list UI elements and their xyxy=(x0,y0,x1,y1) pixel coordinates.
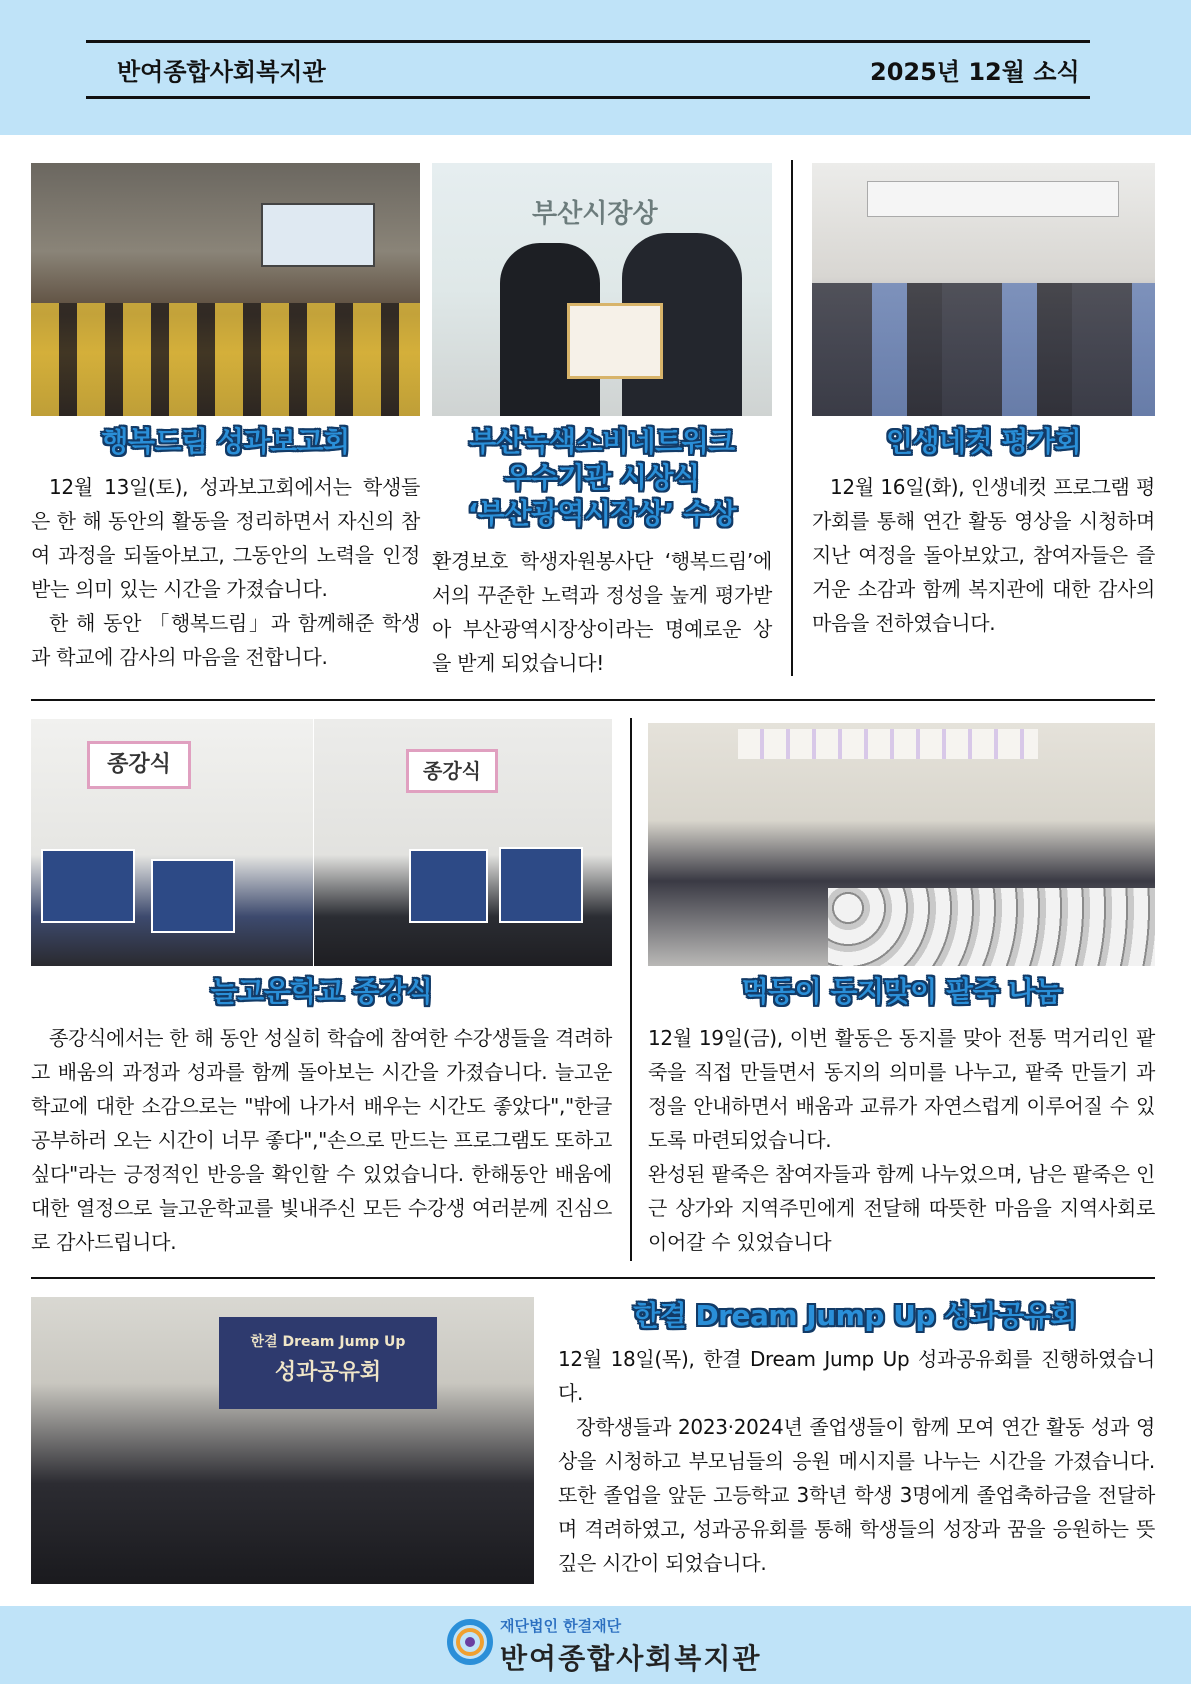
row-divider-2 xyxy=(31,1277,1155,1279)
paragraph: 장학생들과 2023·2024년 졸업생들이 함께 모여 연간 활동 성과 영상을 시청하고 부모님들의 응원 메시지를 나누는 시간을 가졌습니다. 또한 졸업을 앞둔 고등학교 3학년 학생 3명에게 졸업축하금을 전달하며 격려하였고, 성과공유회를 통해 학생들의 성장과 꿈을 응원하는 뜻깊은 시간이 되었습니다. xyxy=(558,1415,1155,1575)
foundation-logo-icon xyxy=(446,1618,494,1666)
footer-organization-name: 반여종합사회복지관 xyxy=(500,1642,762,1675)
event-banner xyxy=(219,1317,437,1409)
article-body-closing-ceremony xyxy=(31,1021,612,1259)
paragraph: 12월 18일(목), 한결 Dream Jump Up 성과공유회를 진행하였습니다. xyxy=(558,1347,1155,1405)
photo-closing-ceremony-right xyxy=(314,719,612,966)
row-divider-1 xyxy=(31,699,1155,701)
paragraph: 12월 19일(금), 이번 활동은 동지를 맞아 전통 먹거리인 팥죽을 직접 만들면서 동지의 의미를 나누고, 팥죽 만들기 과정을 안내하면서 배움과 교류가 자연스럽게 이루어질 수 있도록 마련되었습니다. xyxy=(648,1026,1155,1152)
certificate-folder xyxy=(41,849,135,923)
photo-dream-jump-up xyxy=(31,1297,534,1584)
bunting-banner xyxy=(738,729,1038,759)
students-group xyxy=(31,303,420,416)
photo-red-bean-porridge xyxy=(648,723,1155,966)
article-title-life-four-cuts: 인생네컷 평가회 xyxy=(885,425,1082,458)
paragraph: 완성된 팥죽은 참여자들과 함께 나누었으며, 남은 팥죽은 인근 상가와 지역주민에게 전달해 따뜻한 마음을 지역사회로 이어갈 수 있었습니다 xyxy=(648,1162,1155,1254)
article-body-award xyxy=(432,544,772,680)
photo-life-four-cuts xyxy=(812,163,1155,416)
paragraph: 12월 13일(토), 성과보고회에서는 학생들은 한 해 동안의 활동을 정리하면서 자신의 참여 과정을 되돌아보고, 그동안의 노력을 인정받는 의미 있는 시간을 가졌습니다. xyxy=(31,475,420,601)
closing-sign: 종강식 xyxy=(87,741,191,789)
article-title-red-bean-porridge: 먹동이 동지맞이 팥죽 나눔 xyxy=(741,975,1062,1008)
photo-closing-ceremony-left xyxy=(31,719,313,966)
paragraph: 환경보호 학생자원봉사단 ‘행복드림’에서의 꾸준한 노력과 정성을 높게 평가받아 부산광역시장상이라는 명예로운 상을 받게 되었습니다! xyxy=(432,549,772,675)
award-banner-text: 부산시장상 xyxy=(532,199,658,229)
projector-screen xyxy=(261,203,375,267)
wall-letters xyxy=(867,181,1119,217)
banner-line-2: 성과공유회 xyxy=(274,1360,382,1385)
certificate-folder xyxy=(499,847,583,923)
paragraph: 12월 16일(화), 인생네컷 프로그램 평가회를 통해 연간 활동 영상을 시청하며 지난 여정을 돌아보았고, 참여자들은 즐거운 소감과 함께 복지관에 대한 감사의 마음을 전하였습니다. xyxy=(812,475,1155,635)
award-title-line-2: 우수기관 시상식 xyxy=(504,461,700,494)
article-body-dream-jump-up xyxy=(558,1342,1155,1580)
article-title-closing-ceremony: 늘고운학교 종강식 xyxy=(210,975,433,1008)
photo-performance-report xyxy=(31,163,420,416)
article-title-dream-jump-up: 한결 Dream Jump Up 성과공유회 xyxy=(633,1299,1077,1332)
column-divider xyxy=(791,160,793,676)
certificate-folder xyxy=(151,859,235,933)
issue-date: 2025년 12월 소식 xyxy=(870,58,1080,86)
article-body-life-four-cuts xyxy=(812,470,1155,640)
paragraph: 종강식에서는 한 해 동안 성실히 학습에 참여한 수강생들을 격려하고 배움의 과정과 성과를 함께 돌아보는 시간을 가졌습니다. 늘고운학교에 대한 소감으로는 "밖에 나가서 배우는 시간도 좋았다","한글공부하러 오는 시간이 너무 좋다","손으로 만드는 프로그램도 또하고 싶다"라는 긍정적인 반응을 확인할 수 있었습니다. 한해동안 배움에 대한 열정으로 늘고운학교를 빛내주신 모든 수강생 여러분께 진심으로 감사드립니다. xyxy=(31,1026,612,1254)
foundation-name: 재단법인 한결재단 xyxy=(500,1617,622,1635)
banner-line-1: 한결 Dream Jump Up xyxy=(250,1334,406,1350)
certificate xyxy=(567,303,663,379)
organization-name: 반여종합사회복지관 xyxy=(117,58,326,86)
article-body-performance-report xyxy=(31,470,420,674)
award-title-line-1: 부산녹색소비네트워크 xyxy=(469,425,735,458)
article-body-red-bean-porridge xyxy=(648,1021,1155,1259)
column-divider xyxy=(630,718,632,1261)
seniors-group xyxy=(812,283,1155,416)
closing-sign: 종강식 xyxy=(406,749,498,793)
header-top-rule xyxy=(86,40,1090,43)
article-title-performance-report: 행복드림 성과보고회 xyxy=(101,425,350,458)
photo-award-ceremony xyxy=(432,163,772,416)
header-bottom-rule xyxy=(86,96,1090,99)
porridge-containers xyxy=(828,888,1155,966)
certificate-folder xyxy=(409,849,488,923)
paragraph: 한 해 동안 「행복드림」과 함께해준 학생과 학교에 감사의 마음을 전합니다. xyxy=(31,611,420,669)
award-title-line-3: ‘부산광역시장상’ 수상 xyxy=(467,497,737,530)
article-title-award xyxy=(432,424,772,532)
